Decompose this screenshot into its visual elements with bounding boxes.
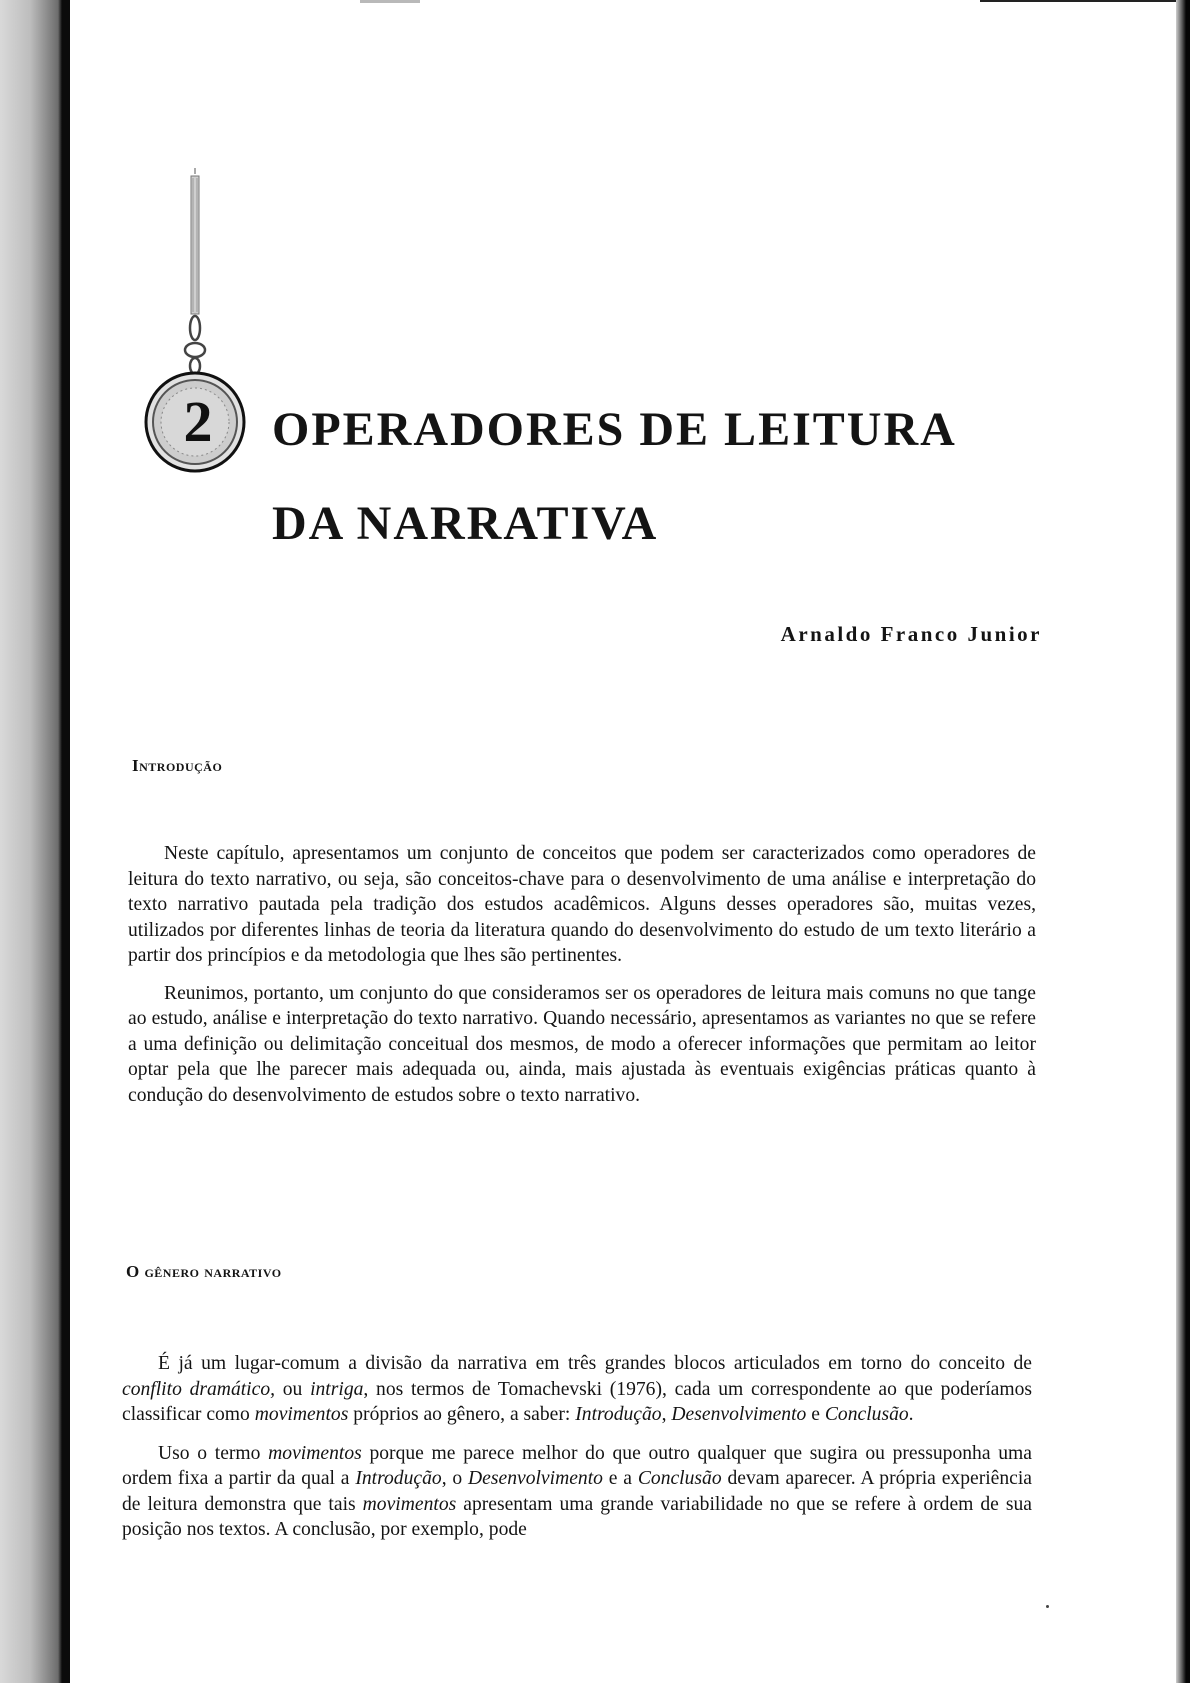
text-run: , o — [441, 1468, 469, 1489]
italic-term: Conclusão — [637, 1468, 722, 1489]
scan-smudge — [360, 0, 420, 3]
text-run: Uso o termo — [158, 1442, 269, 1464]
italic-term: Conclusão — [824, 1404, 909, 1425]
introducao-body — [128, 841, 1036, 1120]
italic-term: Introdução — [355, 1468, 442, 1489]
text-run: , nos termos de Tomachevski (1976), cada um correspondente ao que poderíamos classificar como — [122, 1378, 1032, 1425]
text-run: . — [908, 1404, 914, 1425]
text-run: e — [806, 1404, 825, 1425]
text-run: devam aparecer. A própria experiência de leitura demonstra que tais — [122, 1468, 1032, 1515]
scan-shadow-right — [1176, 0, 1190, 1683]
paragraph — [122, 1441, 1032, 1543]
paragraph: Reunimos, portanto, um conjunto do que consideramos ser os operadores de leitura mais comuns no que tange ao estudo, análise e interpretação do texto narrativo. Quando necessário, apresentamos as variantes no que se refere a uma definição ou delimitação conceitual dos mesmos, de modo a oferecer informações que permitam ao leitor optar pela que lhe parecer mais adequada ou, ainda, mais ajustada às eventuais exigências práticas quanto à condução do desenvolvimento de estudos sobre o texto narrativo. — [128, 982, 1036, 1106]
text-run: apresentam uma grande variabilidade no que se refere à ordem de sua posição nos textos. A conclusão, por exemplo, pode — [122, 1493, 1032, 1540]
author-name: Arnaldo Franco Junior — [780, 622, 1042, 646]
paragraph — [122, 1351, 1032, 1428]
section-heading-introducao: Introdução — [132, 756, 223, 775]
italic-term: conflito dramático, — [122, 1378, 276, 1400]
scan-page-edge — [980, 0, 1176, 2]
text-run: , — [661, 1404, 672, 1425]
italic-term: movimentos — [254, 1404, 349, 1425]
section-heading-genero-narrativo: O gênero narrativo — [126, 1262, 282, 1281]
chapter-title-line-2: DA NARRATIVA — [272, 497, 659, 550]
scan-speck — [1046, 1605, 1049, 1608]
chapter-title-line-1: OPERADORES DE LEITURA — [272, 403, 957, 456]
italic-term: Desenvolvimento — [468, 1468, 603, 1489]
text-run: É já um lugar-comum a divisão da narrativa em três grandes blocos articulados em torno do conceito de — [158, 1353, 1032, 1374]
text-run: porque me parece melhor do que outro qualquer que sugira ou pressuponha uma ordem fixa a partir da qual a — [122, 1442, 1032, 1489]
chapter-number: 2 — [183, 389, 213, 454]
chapter-medallion — [138, 166, 258, 476]
scan-shadow-left — [0, 0, 70, 1683]
paragraph: Neste capítulo, apresentamos um conjunto de conceitos que podem ser caracterizados como operadores de leitura do texto narrativo, ou seja, são conceitos-chave para o desenvolvimento de uma análise e interpretação do texto narrativo pautada pela tradição dos estudos acadêmicos. Alguns desses operadores são, muitas vezes, utilizados por diferentes linhas de teoria da literatura quando do desenvolvimento do estudo de um texto literário a partir dos princípios e da metodologia que lhes são pertinentes. — [128, 843, 1036, 966]
text-run: próprios ao gênero, a saber: — [348, 1404, 576, 1425]
italic-term: movimentos — [362, 1493, 457, 1515]
italic-term: Desenvolvimento — [671, 1404, 807, 1425]
text-run: e a — [602, 1468, 638, 1489]
genero-body — [122, 1351, 1032, 1556]
italic-term: intriga — [310, 1378, 364, 1400]
chapter-title — [272, 388, 1072, 566]
italic-term: Introdução — [575, 1404, 662, 1425]
text-run: ou — [275, 1378, 311, 1400]
italic-term: movimentos — [268, 1442, 362, 1464]
